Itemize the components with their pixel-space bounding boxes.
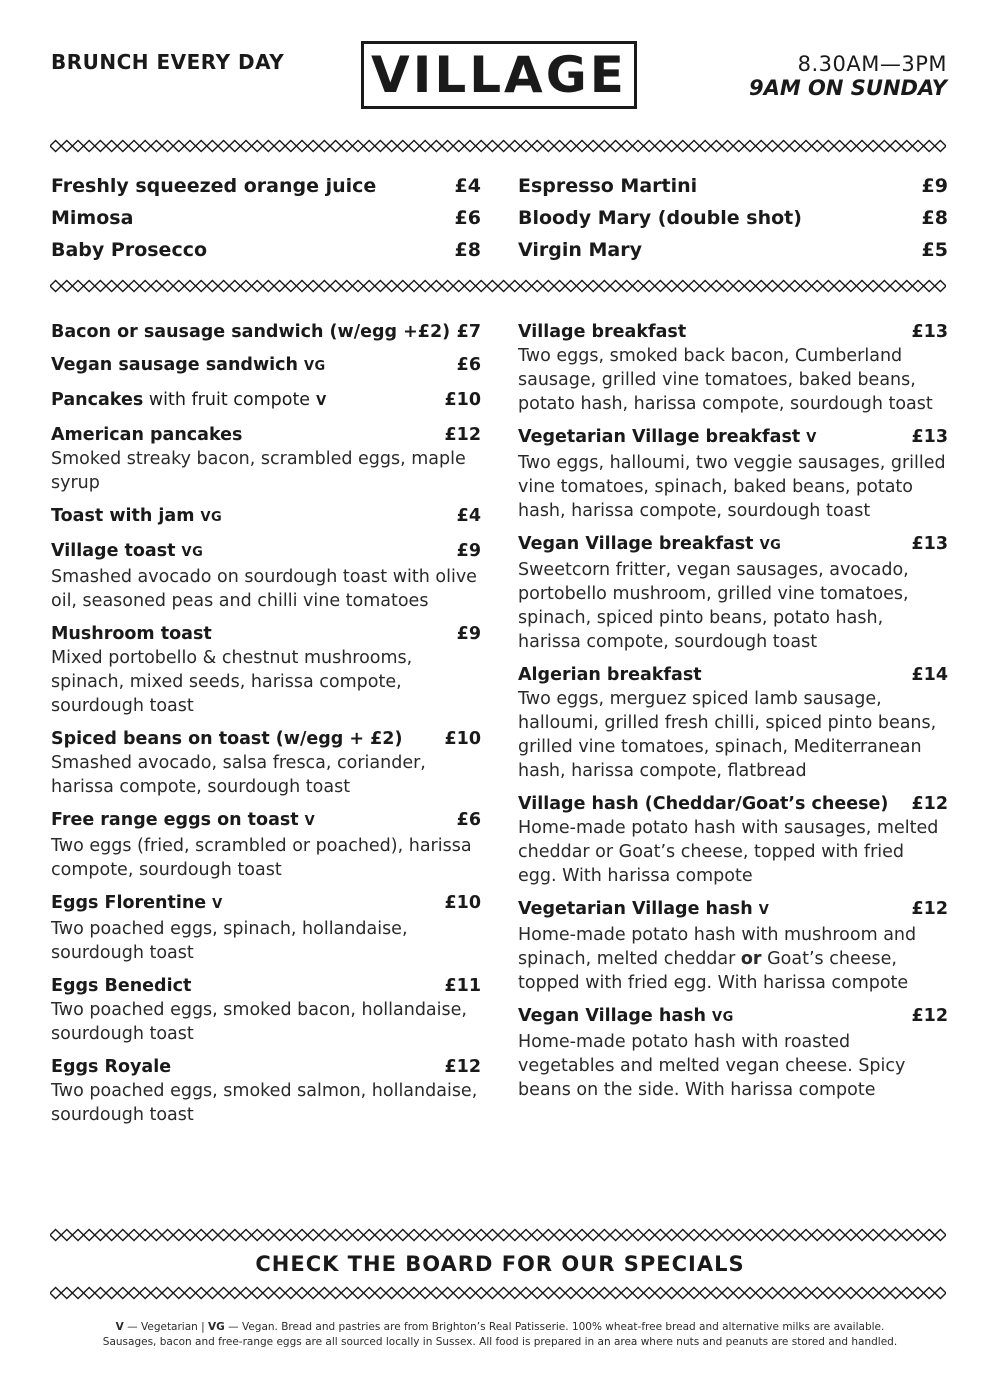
village-logo [361,41,637,109]
menu-item-header [51,388,481,414]
menu-item-title [51,353,326,379]
menu-item-price: £12 [444,1057,481,1077]
menu-item-name: Vegan Village hash [518,1006,707,1026]
menu-item-price: £13 [911,322,948,342]
menu-item-header [51,974,481,998]
menu-item [518,320,948,416]
vegan-key-text: — Vegan. Bread and pastries are from Brighton’s Real Patisserie. 100% wheat-free bread and alternative milks are available. [224,1321,885,1333]
menu-item-name: American pancakes [51,425,243,445]
menu-item-title [51,1055,171,1079]
menu-item-title [518,320,686,344]
menu-item [518,1004,948,1102]
footer-notes [0,1320,1000,1350]
menu-item-header [51,423,481,447]
menu-item-description [518,923,948,995]
menu-item-description: Smashed avocado, salsa fresca, coriander, harissa compote, sourdough toast [51,753,426,797]
dietary-tag: VG [200,510,223,525]
menu-item-description: Two eggs, smoked back bacon, Cumberland sausage, grilled vine tomatoes, baked beans, potato hash, harissa compote, sourdough toast [518,346,933,414]
menu-item-name: Mushroom toast [51,624,212,644]
footer-line-1 [0,1320,1000,1335]
food-column-left [51,320,481,1136]
menu-item-description: Two eggs (fried, scrambled or poached), harissa compote, sourdough toast [51,836,472,880]
menu-item [51,320,481,344]
menu-item-header [51,727,481,751]
menu-item-price: £10 [444,893,481,913]
opening-hours [749,52,947,100]
menu-item-name: Bacon or sausage sandwich (w/egg +£2) [51,322,451,342]
diamond-divider [50,1228,946,1242]
menu-item-header [51,1055,481,1079]
menu-item-name: Toast with jam [51,506,195,526]
menu-item [51,539,481,613]
menu-item [51,1055,481,1127]
menu-item-title [518,663,702,687]
description-emphasis: or [740,949,762,969]
menu-header [0,0,1000,130]
diamond-divider [50,279,946,293]
diamond-divider [50,139,946,153]
dietary-tag: VG [303,359,326,374]
menu-item-title [518,425,817,451]
menu-item-price: £12 [444,425,481,445]
drink-name: Mimosa [51,207,134,229]
menu-item-header [518,1004,948,1030]
menu-item [51,974,481,1046]
vegetarian-key: V [115,1321,124,1333]
drink-name: Baby Prosecco [51,239,208,261]
menu-item-title [51,808,315,834]
menu-item-title [51,320,450,344]
drink-price: £8 [921,207,948,229]
menu-item [51,891,481,965]
dietary-tag: V [806,431,817,446]
drink-item [518,236,948,268]
drink-name: Freshly squeezed orange juice [51,175,377,197]
drink-price: £8 [454,239,481,261]
specials-banner: CHECK THE BOARD FOR OUR SPECIALS [255,1252,745,1276]
menu-item-header [518,320,948,344]
dietary-tag: V [212,897,223,912]
menu-item-title [51,423,242,447]
dietary-tag: V [316,394,327,409]
menu-item-header [51,504,481,530]
menu-item-price: £9 [456,624,481,644]
drink-name: Virgin Mary [518,239,642,261]
menu-item-description: Smashed avocado on sourdough toast with olive oil, seasoned peas and chilli vine tomatoes [51,567,477,611]
menu-item-price: £13 [911,427,948,447]
menu-item [51,388,481,414]
food-column-right [518,320,948,1111]
menu-item-name: Village toast [51,541,176,561]
menu-item [518,663,948,783]
menu-item-name: Village breakfast [518,322,687,342]
menu-item-title [518,532,781,558]
logo-text: VILLAGE [371,46,627,104]
diamond-divider [50,1286,946,1300]
menu-item-price: £6 [456,810,481,830]
dietary-tag: VG [712,1010,734,1025]
menu-item-name: Vegetarian Village hash [518,899,753,919]
menu-item-header [51,353,481,379]
menu-item-name: Village hash (Cheddar/Goat’s cheese) [518,794,889,814]
menu-item-name: Algerian breakfast [518,665,702,685]
menu-item-price: £9 [456,541,481,561]
drink-name: Bloody Mary (double shot) [518,207,802,229]
menu-item-price: £13 [911,534,948,554]
menu-item-price: £4 [456,506,481,526]
menu-item-title [51,622,212,646]
dietary-tag: VG [759,538,782,553]
drinks-column-left [51,172,481,268]
menu-item-description: Two eggs, halloumi, two veggie sausages, grilled vine tomatoes, spinach, baked beans, potato hash, harissa compote, sourdough toast [518,453,946,521]
menu-item-header [51,320,481,344]
menu-item-description: Home-made potato hash with sausages, melted cheddar or Goat’s cheese, topped with fried egg. With harissa compote [518,818,939,886]
menu-item-name: Eggs Royale [51,1057,172,1077]
menu-item-title [51,504,222,530]
drink-name: Espresso Martini [518,175,698,197]
menu-item-title [51,727,403,751]
menu-item-description: Two eggs, merguez spiced lamb sausage, halloumi, grilled fresh chilli, spiced pinto beans, grilled vine tomatoes, spinach, Mediterranean hash, harissa compote, flatbread [518,689,937,781]
menu-item [51,622,481,718]
menu-item-description: Two poached eggs, spinach, hollandaise, sourdough toast [51,919,408,963]
vegetarian-key-text: — Vegetarian | [123,1321,209,1333]
menu-item-header [51,539,481,565]
menu-item-header [518,897,948,923]
drink-item [51,236,481,268]
dietary-tag: V [304,814,316,829]
menu-item-extra: with fruit compote [143,390,311,410]
menu-item-name: Spiced beans on toast (w/egg + £2) [51,729,403,749]
menu-item-name: Vegan sausage sandwich [51,355,298,375]
menu-item-header [518,792,948,816]
menu-item-header [518,532,948,558]
menu-item-price: £12 [911,794,948,814]
drink-item [518,204,948,236]
menu-item [51,423,481,495]
drink-price: £4 [454,175,481,197]
menu-item [518,425,948,523]
dietary-tag: VG [181,545,204,560]
menu-item [51,504,481,530]
hours-sunday: 9AM ON SUNDAY [748,76,947,100]
menu-item [51,727,481,799]
menu-item-header [518,663,948,687]
menu-item-price: £12 [911,1006,948,1026]
drinks-column-right [518,172,948,268]
menu-item-name: Eggs Benedict [51,976,192,996]
menu-item-description: Home-made potato hash with roasted vegetables and melted vegan cheese. Spicy beans on the side. With harissa compote [518,1032,906,1100]
menu-item-title [51,388,327,414]
menu-item-price: £7 [456,322,481,342]
menu-item-title [51,891,223,917]
menu-item-name: Vegan Village breakfast [518,534,754,554]
menu-item-price: £14 [911,665,948,685]
menu-item-price: £11 [444,976,481,996]
menu-item-description: Sweetcorn fritter, vegan sausages, avocado, portobello mushroom, grilled vine tomatoes, spinach, spiced pinto beans, potato hash, harissa compote, sourdough toast [518,560,909,652]
menu-item-name: Pancakes [51,390,144,410]
hours-weekday: 8.30AM—3PM [797,52,947,76]
drink-item [51,204,481,236]
menu-item-name: Eggs Florentine [51,893,207,913]
menu-item-title [518,897,769,923]
menu-item-name: Free range eggs on toast [51,810,299,830]
menu-item-title [51,539,203,565]
description-part: Goat’s cheese, topped with fried egg. With harissa compote [518,949,909,993]
menu-item [51,353,481,379]
menu-item-description: Two poached eggs, smoked bacon, hollandaise, sourdough toast [51,1000,467,1044]
menu-item-title [518,1004,734,1030]
brunch-tagline: BRUNCH EVERY DAY [51,50,285,74]
menu-item [51,808,481,882]
menu-item-price: £10 [444,729,481,749]
menu-item-header [518,425,948,451]
menu-item-price: £6 [456,355,481,375]
menu-item [518,532,948,654]
drink-price: £5 [921,239,948,261]
footer-line-2: Sausages, bacon and free-range eggs are all sourced locally in Sussex. All food is prepared in an area where nuts and peanuts are stored and handled. [102,1336,898,1348]
drink-price: £6 [454,207,481,229]
drink-item [51,172,481,204]
drink-item [518,172,948,204]
menu-item [518,792,948,888]
menu-item-price: £12 [911,899,948,919]
menu-item-price: £10 [444,390,481,410]
menu-item-name: Vegetarian Village breakfast [518,427,801,447]
menu-item-description: Mixed portobello & chestnut mushrooms, spinach, mixed seeds, harissa compote, sourdough toast [51,648,413,716]
vegan-key: VG [208,1321,225,1333]
menu-item-header [51,622,481,646]
description-part: Home-made potato hash with mushroom and spinach, melted cheddar [518,925,917,969]
menu-item-header [51,808,481,834]
dietary-tag: V [758,903,770,918]
menu-item [518,897,948,995]
menu-item-description: Two poached eggs, smoked salmon, hollandaise, sourdough toast [51,1081,478,1125]
menu-item-title [518,792,888,816]
menu-item-description: Smoked streaky bacon, scrambled eggs, maple syrup [51,449,466,493]
menu-item-header [51,891,481,917]
drink-price: £9 [921,175,948,197]
menu-item-title [51,974,191,998]
